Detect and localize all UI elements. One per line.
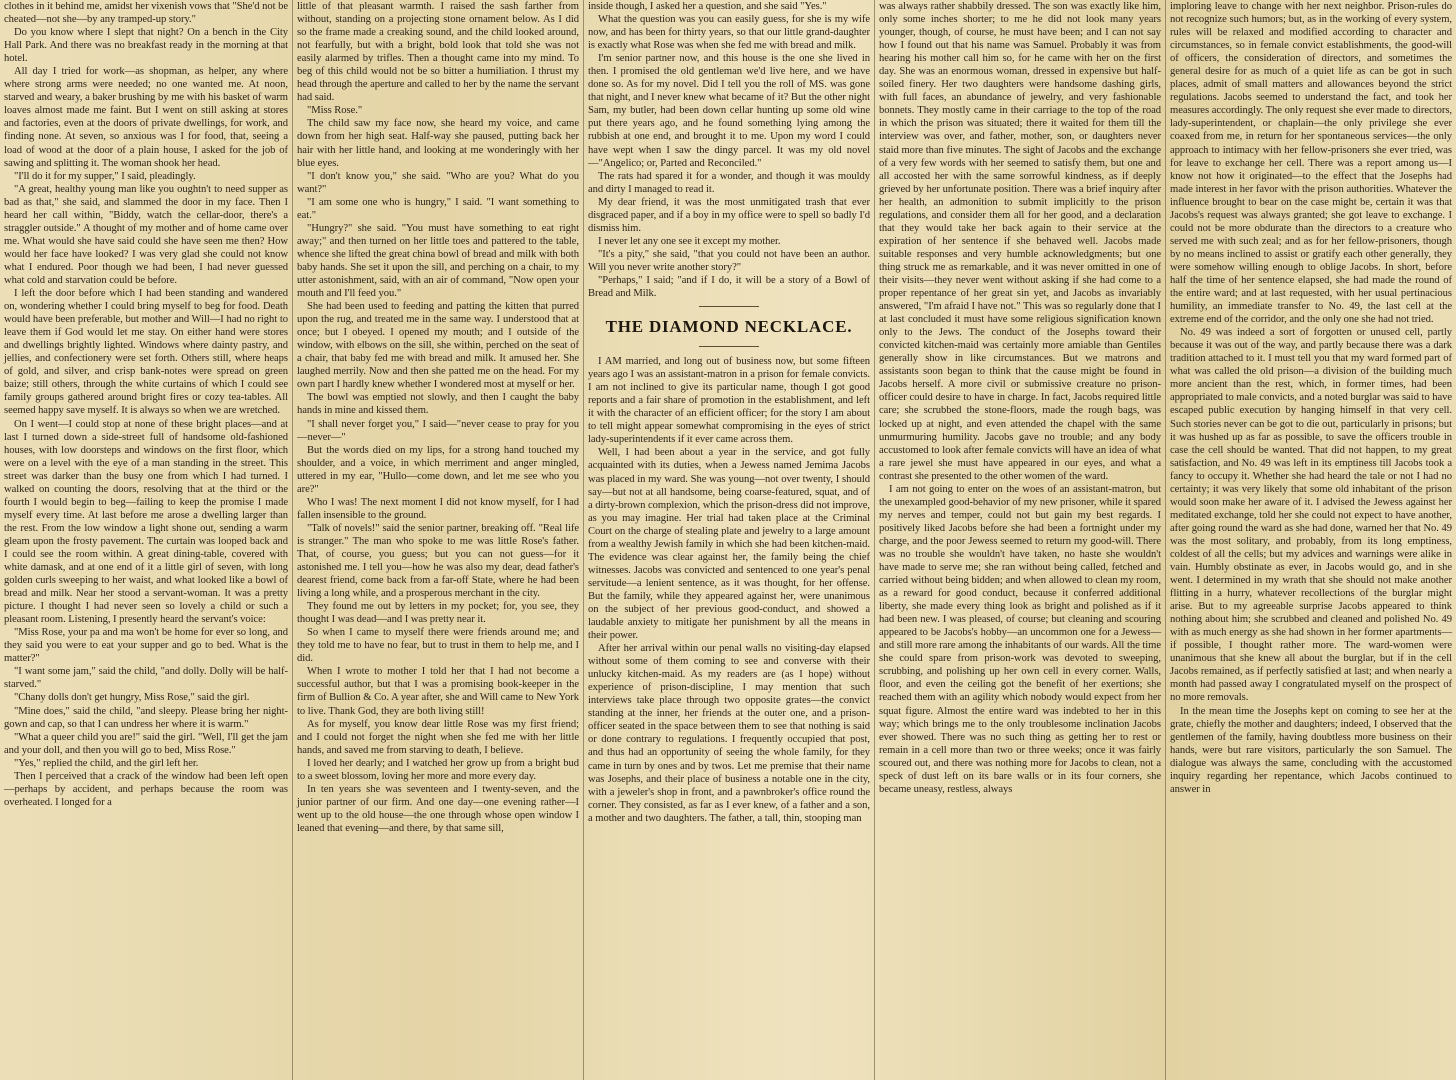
paragraph: was always rather shabbily dressed. The son was exactly like him, only some inches shorter; to me he did not look many years younger, though, of course, he must have been; and I can not say how I found out that his name was Samuel. Probably it was from hearing his mother call him so, for he came with her on the first day. She was an enormous woman, dressed in expensive but half-soiled finery. Her two daughters were handsome dashing girls, with full faces, an abundance of jewelry, and very fashionable bonnets. They mostly came in their carriage to the top of the road in which the prison was situated; there it waited for them till the interview was over, and father, mother, son, or daughters never staid more than five minutes. The sight of Jacobs and the exchange of a very few words with her seemed to satisfy them, but one and all accosted her with the same sorrowful kindness, as if deeply grieved by her unfortunate position. There was a brief inquiry after her health, an admonition to submit implicitly to the prison regulations, and consider them all for her good, and a declaration that they would take her back again to their service at the expiration of her sentence if she behaved well. Jacobs made suitable responses and very humble acknowledgments; but one thing struck me as remarkable, and it was never omitted in one of their visits—they never went without asking if she had come to a proper repentance of her great sin yet, and Jacobs as invariably answered, "I'm afraid I have not." This was so regularly done that I at last concluded it must have some religious signification known only to the Jews. The conduct of the Josephs toward their convicted kitchen-maid was certainly more amiable than Gentiles generally show in like circumstances. But we matrons and assistants soon began to think that the cause might be found in Jacobs herself. A more civil or submissive creature no prison-officer could desire to have in charge. In fact, Jacobs required little care; she scrubbed the stone-floors, made the rough bags, was locked up at night, and even attended the chapel with the same unmurmuring humility. Jacobs gave no trouble; and any body accustomed to look after female convicts will have an idea of what a rare jewel she must have appeared in our eyes, and what a contrast she presented to the other women of the ward. xyxy=(879,1,1161,482)
paragraph: In the mean time the Josephs kept on coming to see her at the grate, chiefly the mother and daughters; indeed, I observed that the gentlemen of the family, having doubtless more business on their hands, were but rare visitors, particularly the son Samuel. The dialogue was always the same, concluding with the accustomed inquiry regarding her repentance, which Jacobs continued to answer in xyxy=(1170,705,1452,795)
paragraph: I AM married, and long out of business now, but some fifteen years ago I was an assistant-matron in a prison for female convicts. I am not inclined to give its particular name, though I got good reports and a fair share of promotion in the establishment, and left it with the character of an efficient officer; for the story I am about to tell might appear somewhat compromising in the eyes of strict lady-superintendents if it ever came across them. xyxy=(588,356,870,446)
paragraph: little of that pleasant warmth. I raised the sash farther from without, standing on a projecting stone ornament below. As I did so the frame made a creaking sound, and the child looked around, not fearfully, but with a bright, bold look that told she was not easily alarmed by trifles. Then a thought came into my mind. To beg of this child would not be so bitter a humiliation. I thrust my head through the aperture and called to her by the name the servant had said. xyxy=(297,1,579,104)
column-3 xyxy=(584,0,874,1080)
paragraph: In ten years she was seventeen and I twenty-seven, and the junior partner of our firm. And one day—one evening rather—I went up to the old house—the one through whose open window I leaned that evening—and there, by that same sill, xyxy=(297,783,579,834)
paragraph: Do you know where I slept that night? On a bench in the City Hall Park. And there was no breakfast ready in the morning at that hotel. xyxy=(4,27,288,65)
paragraph: They found me out by letters in my pocket; for, you see, they thought I was dead—and I was pretty near it. xyxy=(297,601,579,626)
paragraph: "I'll do it for my supper," I said, pleadingly. xyxy=(14,170,196,182)
paragraph: After her arrival within our penal walls no visiting-day elapsed without some of them coming to see and converse with their unlucky kitchen-maid. As my readers are (as I hope) without experience of prison-discipline, I may mention that such interviews take place through two opposite grates—the convict standing at the inner, her friends at the outer one, and a prison-officer seated in the space between them to see that nothing is said or done contrary to regulations. I frequently occupied that post, and thus had an opportunity of seeing the whole family, for they came in turn by ones and by twos. Let me premise that their name was Josephs, and their place of business a notable one in the city, with a jeweler's shop in front, and a pawnbroker's office round the corner. They consisted, as far as I ever knew, of a father and a son, a mother and two daughters. The father, a tall, thin, stooping man xyxy=(588,643,870,824)
paragraph: So when I came to myself there were friends around me; and they told me to have no fear, but to trust in them to help me, and I did. xyxy=(297,627,579,665)
paragraph: She had been used to feeding and patting the kitten that purred upon the rug, and treated me in the same way. I understood that at once; but I obeyed. I opened my mouth; and I outside of the window, with elbows on the sill, she within, perched on the seat of a chair, that baby fed me with bread and milk. It amused her. She laughed merrily. Now and then she patted me on the head. For my own part I hardly knew whether I wondered most at myself or her. xyxy=(297,301,579,391)
paragraph: No. 49 was indeed a sort of forgotten or unused cell, partly because it was out of the way, and partly because there was a dark tradition attached to it. I must tell you that my ward formed part of what was called the old prison—a division of the building much more ancient than the rest, which, in former times, had been appropriated to male convicts, and a noted burglar was said to have escaped public execution by hanging himself in that very cell. Such stories never can be got to die out, particularly in prisons; but it was hushed up as far as possible, to save the officers trouble in case the cell should be wanted. That did not happen, to my great satisfaction, and No. 49 was left in its emptiness till Jacobs took a fancy to occupy it. Whether she had heard the tale or not I had no certainty; it was very likely that some old inhabitant of the prison would soon make her aware of it. I advised the Jewess against her meditated exchange, told her she could not expect to have another, after going round the ward as she had done, warned her that No. 49 was the most solitary, and probably, from its long emptiness, coldest of all the cells; but my advices and warnings were alike in vain. Humbly obstinate as ever, in Jacobs would go, and in she went. I determined in my wrath that she should not make another flitting in a hurry, whatever recollections of the burglar might arise. But to my agreeable surprise Jacobs appeared to think nothing about him; she scrubbed and cleaned and polished No. 49 with as much energy as she had shown in her former apartments—if possible, I thought rather more. The ward-women were unanimous that she knew all about the burglar, but if in the cell Jacobs remained, as if perfectly satisfied at last; and when nearly a month had passed away I congratulated myself on the prospect of no more removals. xyxy=(1170,327,1452,704)
story-heading: THE DIAMOND NECKLACE. xyxy=(605,317,853,337)
paragraph: "Perhaps," I said; "and if I do, it will be a story of a Bowl of Bread and Milk. xyxy=(588,274,870,300)
paragraph: "Yes," replied the child, and the girl left her. xyxy=(14,757,199,769)
paragraph: inside though, I asked her a question, and she said "Yes." xyxy=(588,1,827,12)
paragraph: I'm senior partner now, and this house is the one she lived in then. I promised the old gentleman we'd live here, and we have done so. As for my novel. Did I tell you the roll of MS. was gone that night, and I never knew what became of it? But the other night Sam, my butler, had been down cellar hunting up some old wine put there years ago, and he found something lying among the rubbish at one end, and brought it to me. Upon my word I could have wept when I saw the dingy parcel. It was my old novel—"Angelico; or, Parted and Reconciled." xyxy=(588,53,870,169)
column-2 xyxy=(293,0,583,1080)
paragraph: "Miss Rose." xyxy=(307,105,363,117)
paragraph: The child saw my face now, she heard my voice, and came down from her high seat. Half-way she paused, putting back her hair with her little hand, and looking at me wonderingly with her blue eyes. xyxy=(297,118,579,169)
paragraph: The bowl was emptied not slowly, and then I caught the baby hands in mine and kissed them. xyxy=(297,392,579,417)
paragraph: But the words died on my lips, for a strong hand touched my shoulder, and a voice, in which merriment and anger mingled, uttered in my ear, "Hullo—come down, and let me see who you are?" xyxy=(297,444,579,495)
paragraph: I loved her dearly; and I watched her grow up from a bright bud to a sweet blossom, loving her more and more every day. xyxy=(297,757,579,782)
paragraph: All day I tried for work—as shopman, as helper, any where where strong arms were needed; no one wanted me. At noon, starved and weary, a baker brushing by me with his basket of warm loaves almost made me faint. But I went on still asking at stores and factories, even at the doors of private dwellings, for work, and finding none. At seven, so anxious was I for food, that, seeing a load of wood at the door of a plain house, I asked for the job of sawing and splitting it. The woman shook her head. xyxy=(4,66,288,169)
paragraph: "A great, healthy young man like you oughtn't to need supper as bad as that," she said, and slammed the door in my face. Then I heard her call within, "Biddy, watch the cellar-door, there's a straggler outside." A thought of my mother and of home came over me. What would she have said could she have seen me then? How would her face have looked? I was very glad she could not know what I endured. Poor though we had been, I had never guessed what cold and starvation could be before. xyxy=(4,183,288,286)
paragraph: I am not going to enter on the woes of an assistant-matron, but the unexampled good-behavior of my new prisoner, while it spared my nerves and temper, could not but gain my best regards. I positively liked Jacobs before she had been a fortnight under my charge, and the poor Jewess seemed to return my good-will. There was no trouble she wouldn't have taken, no haste she wouldn't have made to serve me; she ran without being called, fetched and carried without being bidden; and when allowed to clean my room, as a reward for good conduct, because it conferred additional liberty, she made every thing look as bright and polished as if it had been new. I was pleased, of course; but cleaning and scouring appeared to be Jacobs's hobby—an uncommon one for a Jewess—and still more rare among the inhabitants of our wards. All the time she could spare from prison-work was devoted to sweeping, scrubbing, and polishing up her own cell in every corner. Walls, floor, and even the ceiling got the benefit of her exertions; she reached them with an agility which nobody would expect from her squat figure. Almost the entire ward was indebted to her in this way; which brings me to the only troublesome inclination Jacobs ever showed. There was no such thing as getting her to rest or remain in a cell more than two or three weeks; once it was fairly scoured out, and there was nothing more for Jacobs to clean, not a speck of dust left on its bare walls or in its four corners, she became uneasy, restless, always xyxy=(879,483,1161,795)
paragraph: The rats had spared it for a wonder, and though it was mouldy and dirty I managed to read it. xyxy=(588,170,870,195)
paragraph: clothes in it behind me, amidst her vixenish vows that "She'd not be cheated—not she—by any tramped-up story." xyxy=(4,1,288,26)
paragraph: "Talk of novels!" said the senior partner, breaking off. "Real life is stranger." The man who spoke to me was little Rose's father. That, of course, you guess; but you can not guess—for it astonished me. I tell you—how he was also my dear, dead father's dearest friend, come back from a far-off State, where he had been living a long while, and a prosperous merchant in the city. xyxy=(297,522,579,600)
paragraph: On I went—I could stop at none of these bright places—and at last I turned down a side-street full of handsome old-fashioned houses, with low doorsteps and windows on the first floor, which were on a level with the eye of a man standing in the street. This street was darker than the busy one from which I had turned. I walked on counting the doors, resolving that at the third or the fourth I would begin to beg—failing to keep the promise I made myself every time. At last before me arose a dwelling larger than the rest. From the low window a light shone out, sending a warm gleam upon the frosty pavement. The curtain was looped back and I could see the room within. A great dining-table, covered with white damask, and at one end of it a little girl of seven, with long golden curls sweeping to her waist, and what looked like a bowl of bread and milk. Near her stood a servant-woman. It was a pretty picture. I thought I had never seen so lovely a child or such a pleasant room. Listening, I presently heard the servant's voice: xyxy=(4,418,288,626)
paragraph: "Mine does," said the child, "and sleepy. Please bring her night-gown and cap, so that I can undress her where it is warm." xyxy=(4,705,288,730)
paragraph: When I wrote to mother I told her that I had not become a successful author, but that I was a promising book-keeper in the firm of Bullion & Co. A year after, she and Will came to New York to live. Thank God, they are both living still! xyxy=(297,666,579,717)
column-5 xyxy=(1166,0,1456,1080)
paragraph: Then I perceived that a crack of the window had been left open—perhaps by accident, and perhaps because the room was overheated. I longed for a xyxy=(4,770,288,808)
column-1 xyxy=(0,0,292,1080)
paragraph: What the question was you can easily guess, for she is my wife now, and has been for thirty years, so that our little grand-daughter is exactly what Rose was when she fed me with bread and milk. xyxy=(588,14,870,52)
paragraph: Who I was! The next moment I did not know myself, for I had fallen insensible to the ground. xyxy=(297,496,579,521)
paragraph: "I shall never forget you," I said—"never cease to pray for you—never—" xyxy=(297,418,579,443)
paragraph: "It's a pity," she said, "that you could not have been an author. Will you never write another story?" xyxy=(588,248,870,273)
paragraph: "I don't know you," she said. "Who are you? What do you want?" xyxy=(297,170,579,195)
paragraph: As for myself, you know dear little Rose was my first friend; and I could not forget the night when she fed me with her little hands, and saved me from starving to death, I believe. xyxy=(297,718,579,756)
heading-rule xyxy=(699,346,759,347)
paragraph: My dear friend, it was the most unmitigated trash that ever disgraced paper, and if a boy in my office were to spell so badly I'd dismiss him. xyxy=(588,196,870,234)
paragraph: "Chany dolls don't get hungry, Miss Rose," said the girl. xyxy=(14,692,250,704)
column-4 xyxy=(875,0,1165,1080)
paragraph: "Miss Rose, your pa and ma won't be home for ever so long, and they said you were to eat your supper and go to bed. What is the matter?" xyxy=(4,627,288,665)
paragraph: imploring leave to change with her next neighbor. Prison-rules do not recognize such humors; but, as in the working of every system, rules will be relaxed and modified according to character and circumstances, so in female convict establishments, the good-will of officers, the consideration of directors, and sometimes the general desire for as much of a quiet life as can be got in such places, admit of small matters and allowances beyond the strict regulations. Jacobs seemed to understand the fact, and took her measures accordingly. The only request she ever made to directors, lady-superintendent, or chaplain—the only privilege she ever coaxed from me, in return for her spontaneous services—the only approach to intimacy with her fellow-prisoners she ever tried, was for leave to exchange her cell. There was a report among us—I know not how it originated—to the effect that the Josephs had made interest in her favor with the prison authorities. Whatever the influence brought to bear on the case might be, certain it was that Jacobs's request was always granted; she got leave to exchange. I could not be more obdurate than the directors to a creature who served me with such zeal; and as for her fellow-prisoners, though by no means inclined to assist or gratify each other generally, they were somehow willing enough to oblige Jacobs. In short, before half the time of her sentence elapsed, she had made the round of the entire ward; and at last requested, with her usual pertinacious humility, an immediate transfer to No. 49, the last cell at the extreme end of the corridor, and the only one she had not tried. xyxy=(1170,1,1452,326)
paragraph: "I want some jam," said the child, "and dolly. Dolly will be half-starved." xyxy=(4,666,288,691)
paragraph: "I am some one who is hungry," I said. "I want something to eat." xyxy=(297,196,579,221)
paragraph: Well, I had been about a year in the service, and got fully acquainted with its duties, when a Jewess named Jemima Jacobs was placed in my ward. She was young—not over twenty, I should say—but not at all handsome, being coarse-featured, squat, and of a dirty-brown complexion, which the prison-dress did not improve, as you may imagine. Her trial had taken place at the Criminal Court on the charge of stealing plate and jewelry to a large amount from a wealthy Jewish family in which she had been kitchen-maid. The evidence was clear against her, the family being the chief witnesses. Jacobs was convicted and sentenced to one year's penal servitude—a lenient sentence, as it was thought, for her offense. But the family, while they appeared against her, were unanimous on the subject of her previous good-conduct, and showed a laudable anxiety to mitigate her punishment by all the means in their power. xyxy=(588,447,870,642)
paragraph: "What a queer child you are!" said the girl. "Well, I'll get the jam and your doll, and then you will go to bed, Miss Rose." xyxy=(4,731,288,756)
paragraph: "Hungry?" she said. "You must have something to eat right away;" and then turned on her little toes and pattered to the table, whence she lifted the great china bowl of bread and milk with both baby hands. She set it upon the sill, and perching on a chair, to my utter astonishment, said, with an air of command, "Now open your mouth and I'll feed you." xyxy=(297,222,579,300)
paragraph: I left the door before which I had been standing and wandered on, wondering whether I could bring myself to beg for food. Death would have been preferable, but mother and Will—I had no right to leave them if God would let me stay. On either hand were stores and dwellings brightly lighted. Windows where dainty pastry, and jellies, and confectionery were set forth. Others still, where heaps of gold, and silver, and crisp bank-notes were spread on green baize; still others, through the white curtains of which I could see family groups gathered around bright fires or cozy tea-tables. All seemed happy save myself. It is always so when we are wretched. xyxy=(4,288,288,417)
paragraph: I never let any one see it except my mother. xyxy=(598,235,781,247)
heading-rule xyxy=(699,306,759,307)
